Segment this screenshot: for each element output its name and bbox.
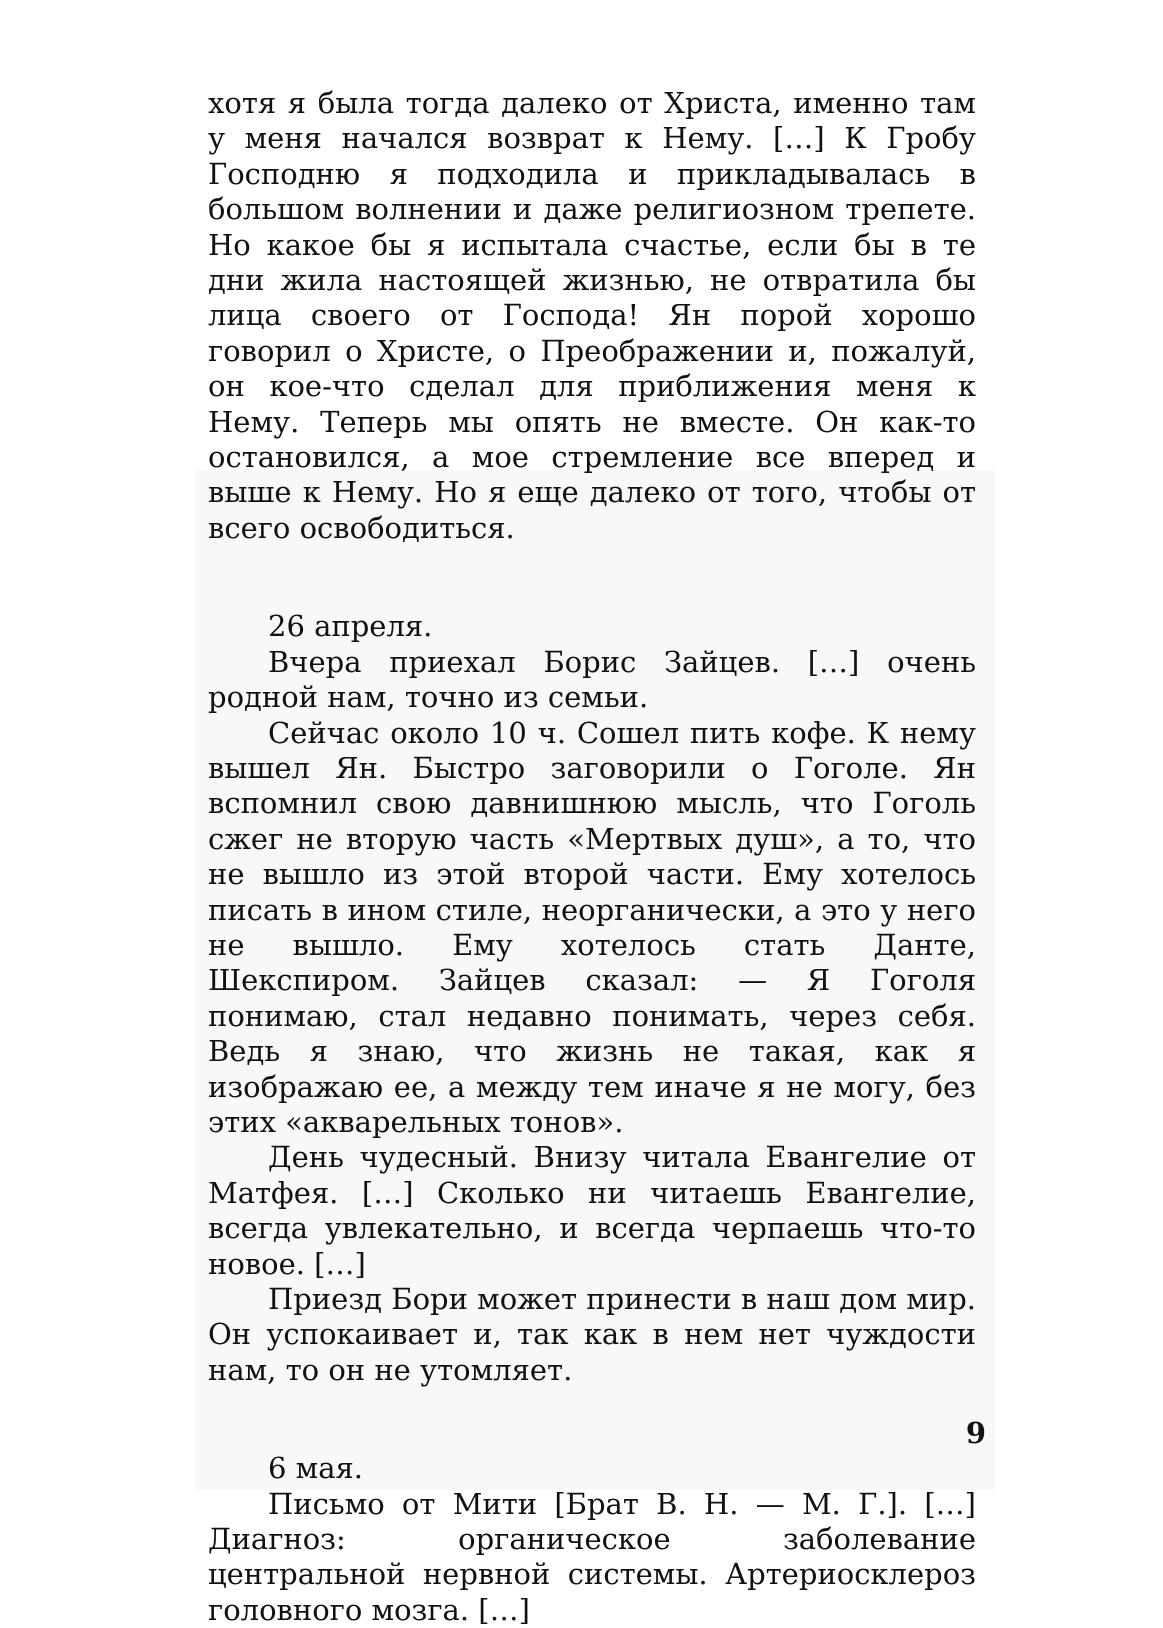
page-number: 9: [965, 1416, 986, 1450]
entry-paragraph: Сейчас около 10 ч. Сошел пить кофе. К нему вышел Ян. Быстро заговорили о Гоголе. Ян вспомнил свою давнишнюю мысль, что Гоголь сжег не вторую часть «Мертвых душ», а то, что не вышло из этой второй части. Ему хотелось писать в ином стиле, неорганически, а это у него не вышло. Ему хотелось стать Данте, Шекспиром. Зайцев сказал: — Я Гоголя понимаю, стал недавно понимать, через себя. Ведь я знаю, что жизнь не такая, как я изображаю ее, а между тем иначе я не могу, без этих «акварельных тонов».: [208, 715, 976, 1139]
entry-date: 26 апреля.: [268, 609, 433, 644]
entry-paragraph: Письмо от Мити [Брат В. Н. — М. Г.]. […] Диагноз: органическое заболевание центральной нервной системы. Артериосклероз головного мозга. […]: [208, 1486, 976, 1627]
diary-entry-may-6: [208, 1451, 976, 1628]
entry-paragraph: День чудесный. Внизу читала Евангелие от Матфея. […] Сколько ни читаешь Евангелие, всегда увлекательно, и всегда черпаешь что-то новое. […]: [208, 1140, 976, 1281]
opening-paragraph: хотя я была тогда далеко от Христа, именно там у меня начался возврат к Нему. […] К Гробу Господню я подходила и прикладывалась в большом волнении и даже религиозном трепете. Но какое бы я испытала счастье, если бы в те дни жила настоящей жизнью, не отвратила бы лица своего от Господа! Ян порой хорошо говорил о Христе, о Преображении и, пожалуй, он кое-что сделал для приближения меня к Нему. Теперь мы опять не вместе. Он как-то остановился, а мое стремление все вперед и выше к Нему. Но я еще далеко от того, чтобы от всего освободиться.: [208, 86, 976, 545]
diary-text: [208, 86, 976, 1628]
diary-entry-april-26: [208, 609, 976, 1388]
entry-date: 6 мая.: [268, 1451, 364, 1486]
entry-paragraph: Приезд Бори может принести в наш дом мир. Он успокаивает и, так как в нем нет чуждости нам, то он не утомляет.: [208, 1282, 976, 1387]
entry-paragraph: Вчера приехал Борис Зайцев. […] очень родной нам, точно из семьи.: [208, 644, 976, 715]
